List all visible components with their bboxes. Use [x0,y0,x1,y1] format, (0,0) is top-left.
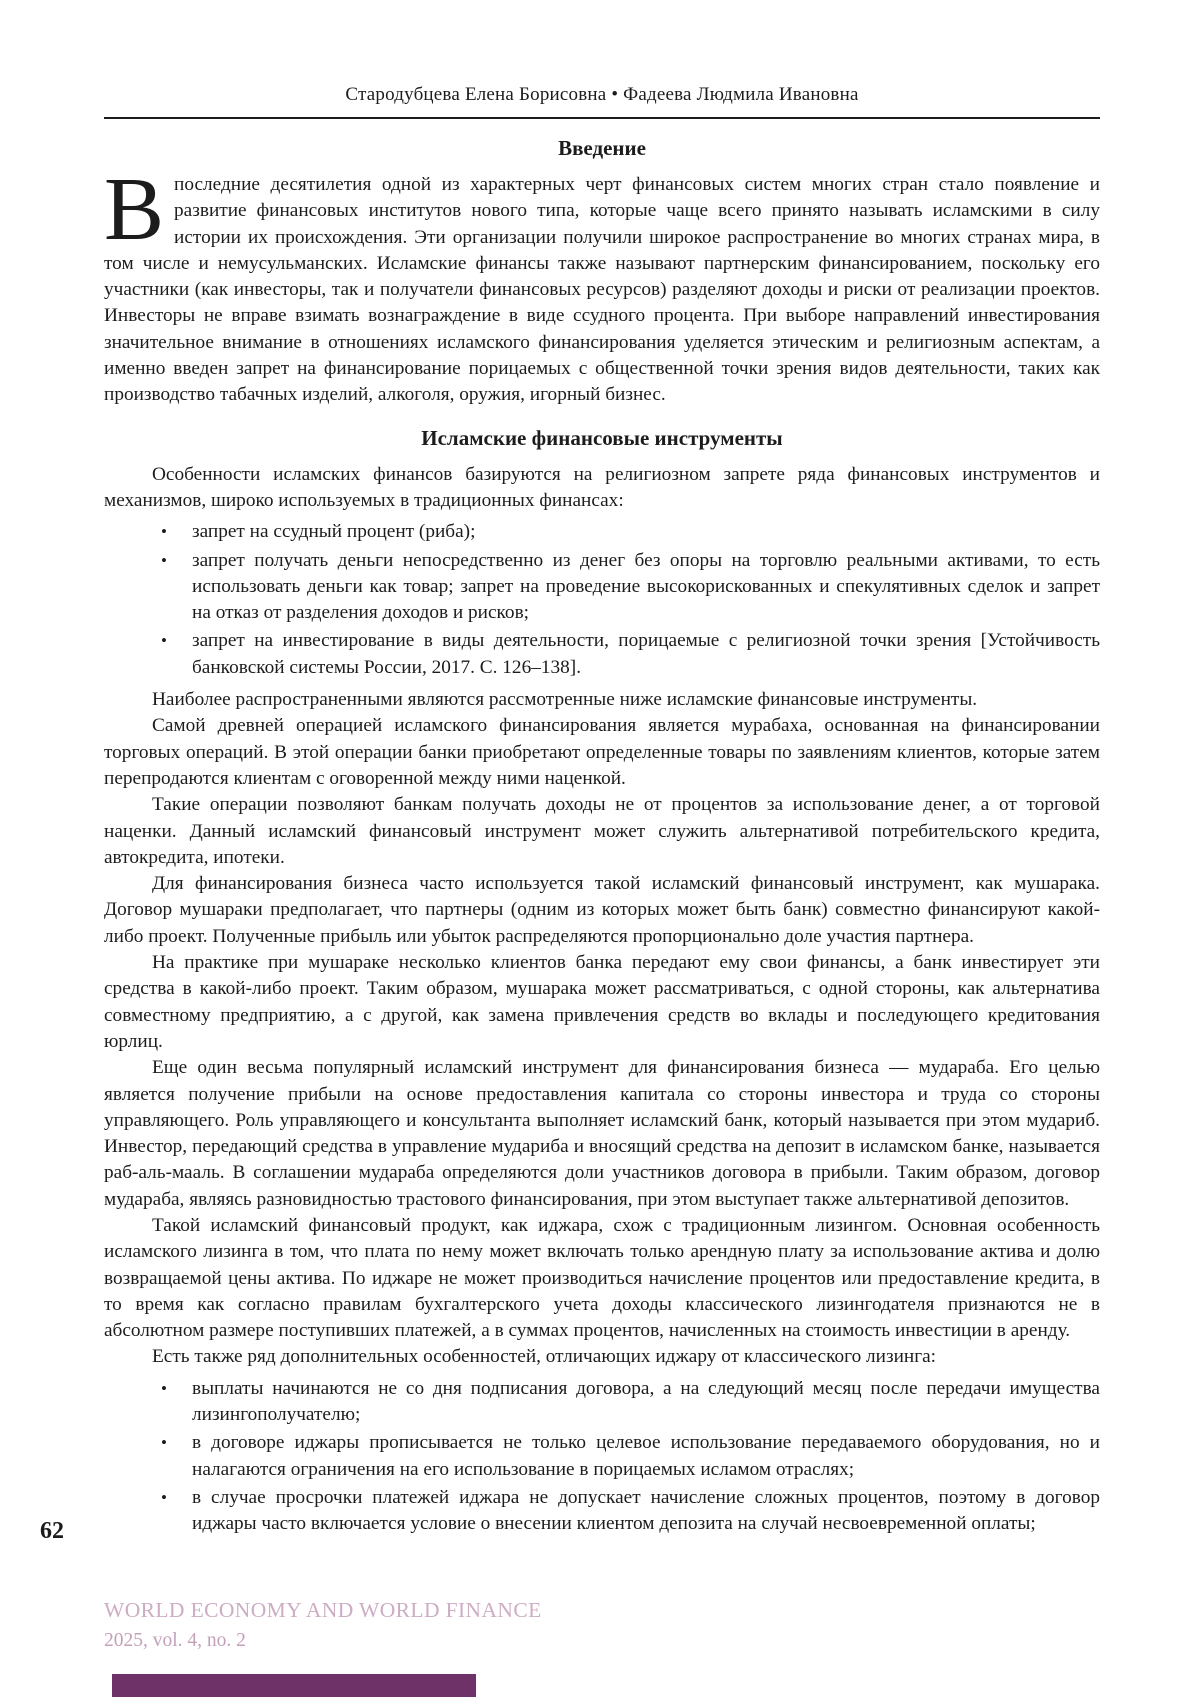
page-footer [104,1597,542,1654]
paragraph: Наиболее распространенными являются рассмотренные ниже исламские финансовые инструменты. [152,689,978,711]
paragraph: Есть также ряд дополнительных особенностей, отличающих иджару от классического лизинга: [152,1346,937,1368]
journal-name: WORLD ECONOMY AND WORLD FINANCE [104,1598,542,1622]
paragraph-lead: Особенности исламских финансов базируются на религиозном запрете ряда финансовых инструментов и механизмов, широко используемых в традиционных финансах: [104,463,1100,511]
paragraph: Самой древней операцией исламского финансирования является мурабаха, основанная на финансировании торговых операций. В этой операции банки приобретают определенные товары по заявлениям клиентов, которые затем перепродаются клиентам с оговоренной между ними наценкой. [104,715,1100,789]
issue-info: 2025, vol. 4, no. 2 [104,1630,246,1651]
running-head-authors: Стародубцева Елена Борисовна • Фадеева Людмила Ивановна [345,84,859,105]
paragraph-intro [104,160,1100,409]
paragraph: Такой исламский финансовый продукт, как иджара, схож с традиционным лизингом. Основная особенность исламского лизинга в том, что плата по нему может включать только арендную плату за использование актива и долю возвращаемой цены актива. По иджаре не может производиться начисление процентов или предоставление кредита, в то время как согласно правилам бухгалтерского учета доходы классического лизингодателя признаются не в абсолютном размере поступивших платежей, а в суммах процентов, начисленных на стоимость инвестиции в аренду. [104,1214,1100,1342]
section-title-instruments: Исламские финансовые инструменты [421,425,783,450]
paragraph: На практике при мушараке несколько клиентов банка передают ему свои финансы, а банк инвестирует эти средства в какой-либо проект. Таким образом, мушарака может рассматриваться, с одной стороны, как альтернатива совместному предприятию, а с другой, как замена привлечения средств во вклады и последующего кредитования юрлиц. [104,952,1100,1052]
paragraph: Такие операции позволяют банкам получать доходы не от процентов за использование денег, а от торговой наценки. Данный исламский финансовый инструмент может служить альтернативой потребительского кредита, автокредита, ипотеки. [104,794,1100,868]
footer-accent-bar [112,1674,476,1697]
page-content [104,0,1100,1544]
list-item: • выплаты начинаются не со дня подписания договора, а на следующий месяц после передачи имущества лизингополучателю; [104,1376,1100,1429]
paragraph-intro-text: последние десятилетия одной из характерных черт финансовых систем многих стран стало появление и развитие финансовых институтов нового типа, которые чаще всего принято называть исламскими в силу истории их происхождения. Эти организации получили широкое распространение во многих странах мира, в том числе и немусульманских. Исламские финансы также называют партнерским финансированием, поскольку его участники (как инвесторы, так и получатели финансовых ресурсов) разделяют доходы и риски от реализации проектов. Инвесторы не вправе взимать вознаграждение в виде ссудного процента. При выборе направлений инвестирования значительное внимание в отношениях исламского финансирования уделяется этическим и религиозным аспектам, а именно введен запрет на финансирование порицаемых с общественной точки зрения видов деятельности, таких как производство табачных изделий, алкоголя, оружия, игорный бизнес. [104,174,1100,406]
list-item: • в договоре иджары прописывается не только целевое использование передаваемого оборудования, но и налагаются ограничения на его использование в порицаемых исламом отраслях; [104,1430,1100,1483]
bullet-list-ijara-features [104,1376,1100,1538]
list-item: • запрет на ссудный процент (риба); [104,519,1100,545]
dropcap-letter: В [104,160,165,259]
list-item: • запрет на инвестирование в виды деятельности, порицаемые с религиозной точки зрения [Устойчивость банковской системы России, 2017. С. 126–138]. [104,628,1100,681]
paragraph: Еще один весьма популярный исламский инструмент для финансирования бизнеса — мудараба. Его целью является получение прибыли на основе предоставления капитала со стороны инвестора и труда со стороны управляющего. Роль управляющего и консультанта выполняет исламский банк, который называется при этом мудариб. Инвестор, передающий средства в управление мудариба и вносящий средства на депозит в исламском банке, называется раб-аль-мааль. В соглашении мудараба определяются доли участников договора в прибыли. Таким образом, договор мудараба, являясь разновидностью трастового финансирования, при этом выступает также альтернативой депозитов. [104,1057,1100,1210]
header-divider [104,117,1100,119]
section-title-introduction: Введение [558,136,646,160]
list-item: • запрет получать деньги непосредственно из денег без опоры на торговлю реальными активами, то есть использовать деньги как товар; запрет на проведение высокорискованных и спекулятивных сделок и запрет на отказ от разделения доходов и рисков; [104,548,1100,627]
paragraph: Для финансирования бизнеса часто используется такой исламский финансовый инструмент, как мушарака. Договор мушараки предполагает, что партнеры (одним из которых может быть банк) совместно финансируют какой-либо проект. Полученные прибыль или убыток распределяются пропорционально доле участия партнера. [104,873,1100,947]
page-number: 62 [40,1518,64,1544]
list-item: • в случае просрочки платежей иджара не допускает начисление сложных процентов, поэтому в договор иджары часто включается условие о внесении клиентом депозита на случай несвоевременной оплаты; [104,1485,1100,1538]
bullet-list-prohibitions [104,519,1100,681]
